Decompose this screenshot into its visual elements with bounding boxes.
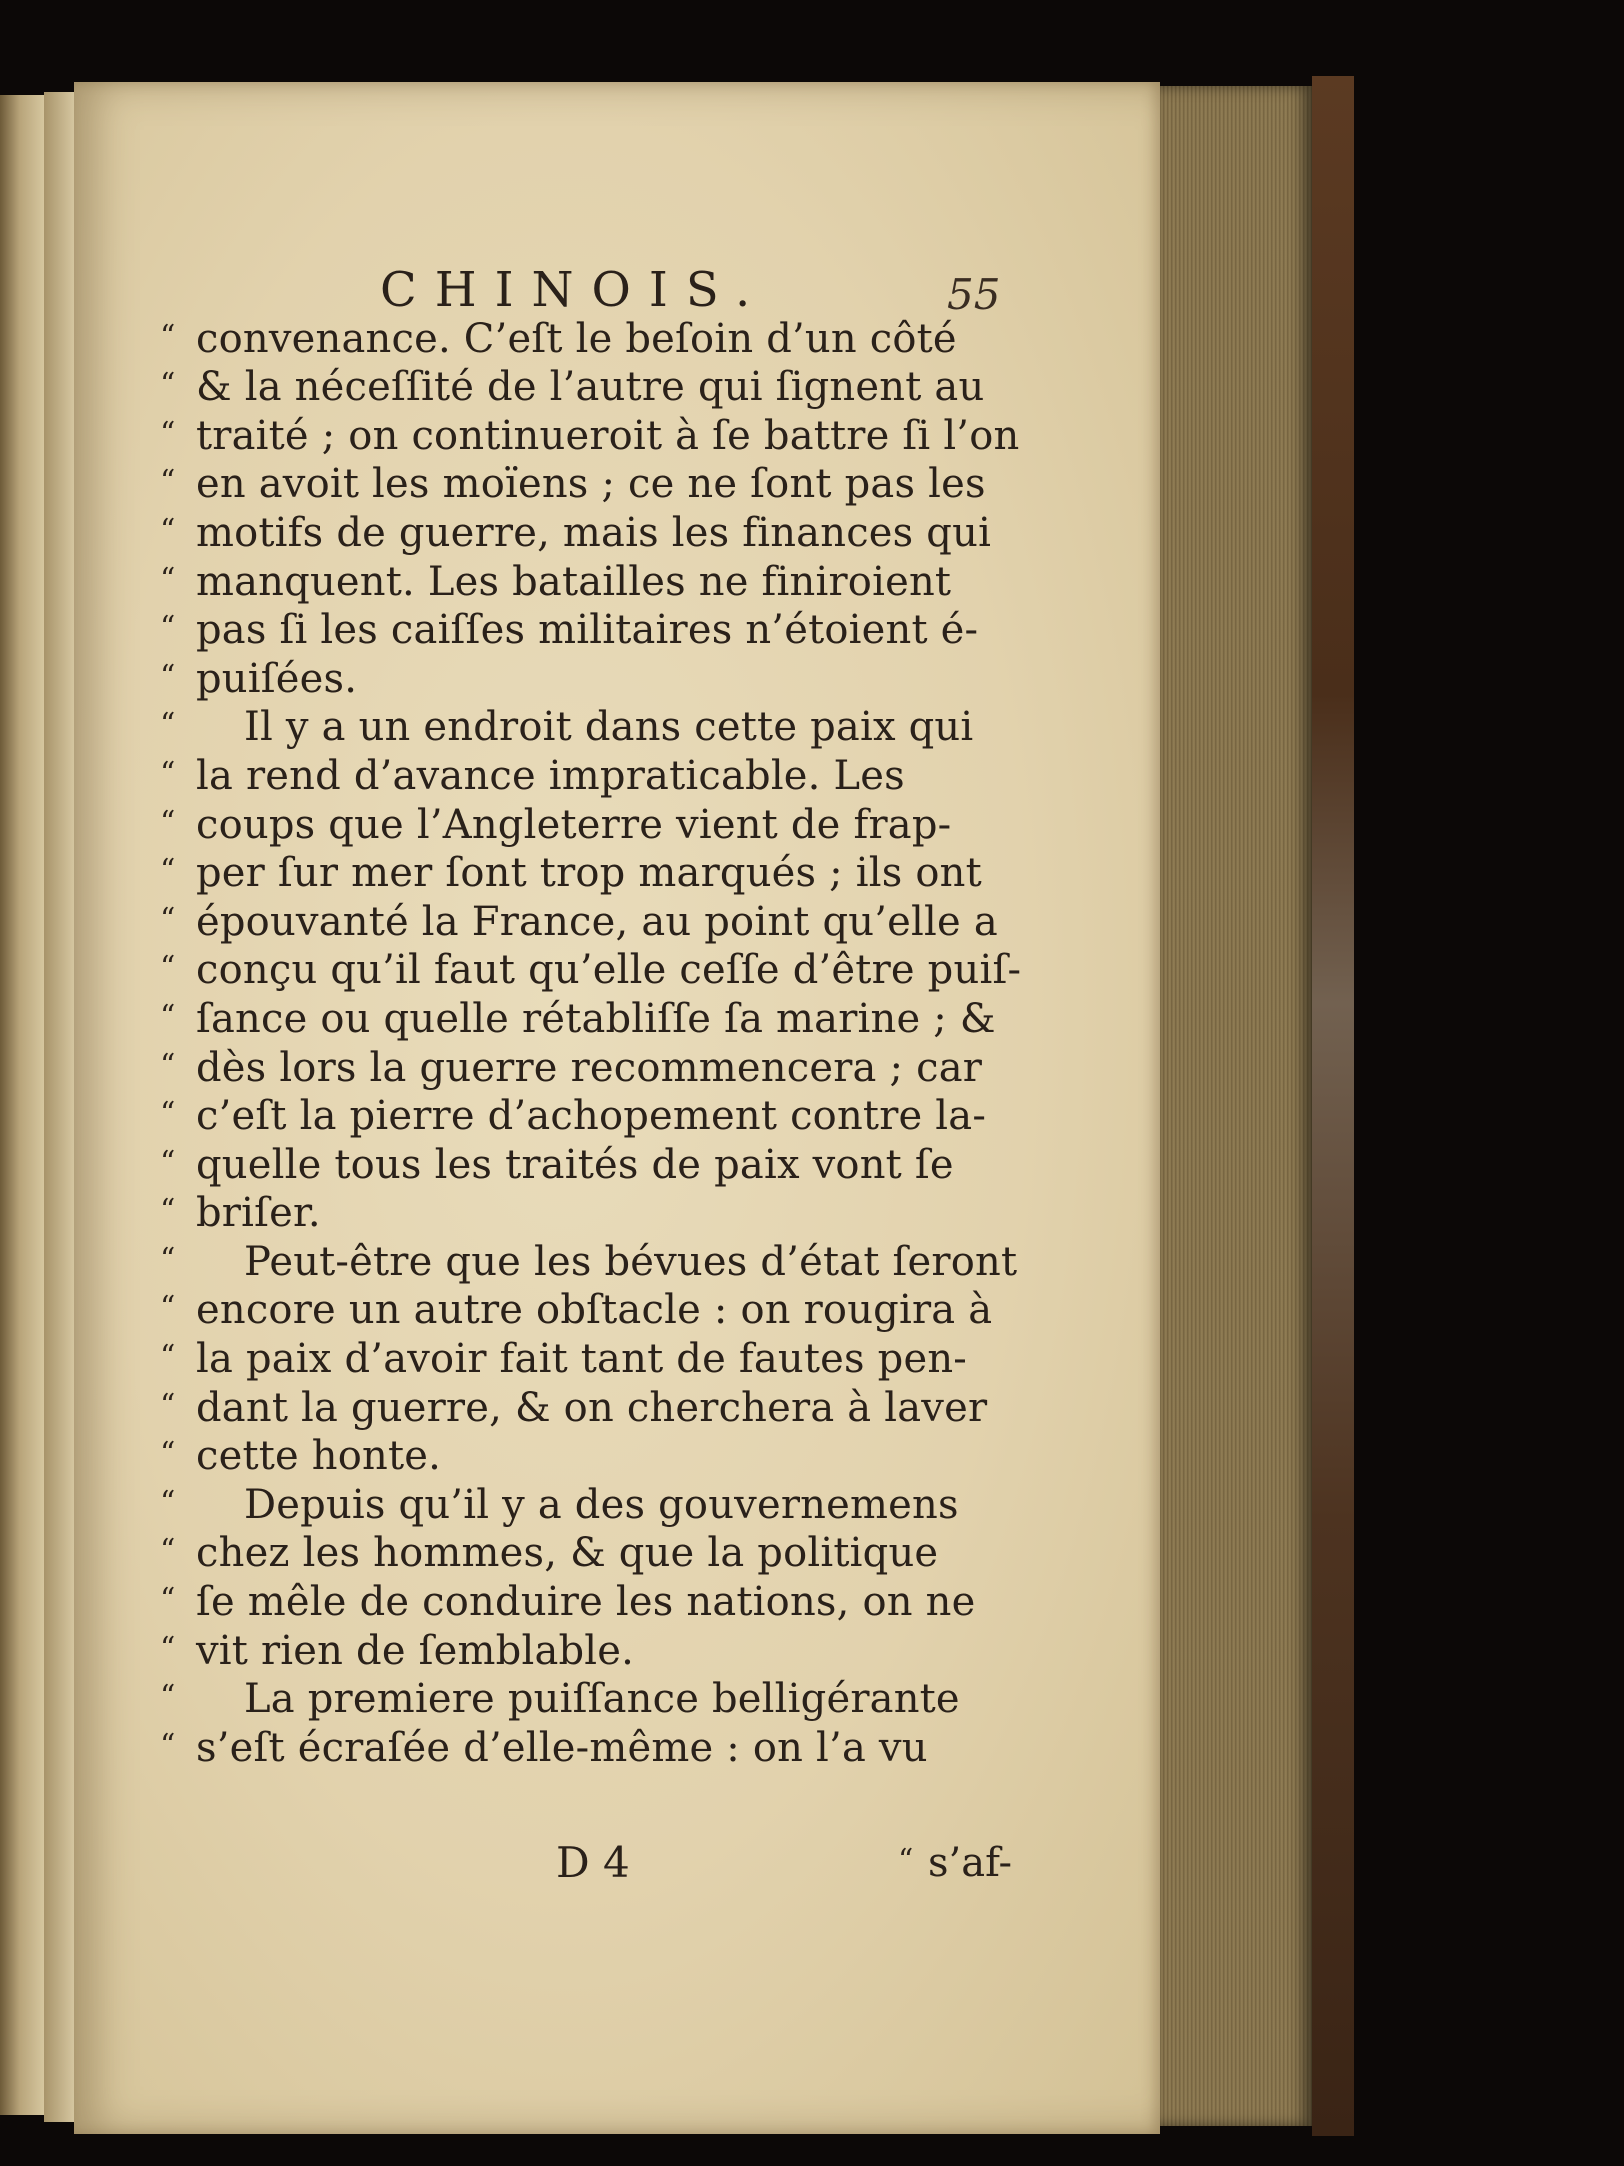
quote-mark: “ [160,1047,176,1083]
quote-mark: “ [160,1582,176,1618]
text-line [160,1625,1040,1674]
text-line [160,750,1040,799]
quote-mark: “ [160,1533,176,1569]
quote-mark: “ [160,1727,176,1763]
line-text: La premiere puiſſance belligérante [244,1676,960,1723]
line-text: motifs de guerre, mais les finances qui [196,509,992,556]
text-line [160,896,1040,945]
line-text: cette honte. [196,1433,442,1480]
quote-mark: “ [160,1436,176,1472]
line-text: dès lors la guerre recommencera ; car [196,1044,983,1091]
line-text: Il y a un endroit dans cette paix qui [244,704,974,751]
quote-mark: “ [160,1339,176,1375]
left-page-edge [0,95,44,2115]
text-line [160,604,1040,653]
line-text: Depuis qu’il y a des gouvernemens [244,1481,959,1528]
quote-mark: “ [160,755,176,791]
line-text: Peut-être que les bévues d’état ſeront [244,1238,1018,1285]
running-head: CHINOIS. [380,262,769,318]
quote-mark: “ [160,610,176,646]
line-text: dant la guerre, & on cherchera à laver [196,1384,988,1431]
quote-mark: “ [160,1484,176,1520]
quote-mark: “ [160,318,176,354]
line-text: en avoit les moïens ; ce ne ſont pas les [196,461,986,508]
page-number: 55 [947,270,1001,319]
quote-mark: “ [160,950,176,986]
text-line [160,507,1040,556]
line-text: per ſur mer ſont trop marqués ; ils ont [196,850,982,897]
text-line [160,701,1040,750]
head-spacer [160,264,1040,313]
book-cover-edge [1312,76,1354,2136]
text-line [160,993,1040,1042]
line-text: pas ſi les caiſſes militaires n’étoient é- [196,607,979,654]
quote-mark: “ [160,512,176,548]
line-text: & la néceſſité de l’autre qui ſignent au [196,364,985,411]
text-line [160,1042,1040,1091]
quote-mark: “ [160,853,176,889]
line-text: encore un autre obſtacle : on rougira à [196,1287,993,1334]
text-line [160,1090,1040,1139]
body-text [160,264,1040,1770]
quote-mark: “ [160,804,176,840]
catchword [898,1840,1012,1886]
quote-mark: “ [160,1290,176,1326]
text-line [160,799,1040,848]
quote-mark: “ [160,464,176,500]
text-line [160,1382,1040,1431]
line-text: puiſées. [196,655,358,702]
line-text: ſe mêle de conduire les nations, on ne [196,1579,976,1626]
quote-mark: “ [160,561,176,597]
signature-mark: D 4 [556,1838,630,1887]
text-line [160,1527,1040,1576]
text-line [160,410,1040,459]
text-line [160,313,1040,362]
text-line [160,1139,1040,1188]
text-line [160,1576,1040,1625]
line-text: traité ; on continueroit à ſe battre ſi l’on [196,412,1020,459]
line-text: vit rien de ſemblable. [196,1627,635,1674]
quote-mark: “ [160,1144,176,1180]
line-text: quelle tous les traités de paix vont ſe [196,1141,954,1188]
quote-mark: “ [160,1096,176,1132]
quote-mark: “ [160,1241,176,1277]
text-line [160,944,1040,993]
quote-mark: “ [160,415,176,451]
quote-mark: “ [160,1193,176,1229]
line-text: la paix d’avoir fait tant de fautes pen- [196,1336,968,1383]
text-line [160,1479,1040,1528]
line-text: manquent. Les batailles ne finiroient [196,558,952,605]
text-line [160,1187,1040,1236]
line-text: s’eſt écraſée d’elle-même : on l’a vu [196,1724,928,1771]
line-text: épouvanté la France, au point qu’elle a [196,898,998,945]
quote-mark: “ [160,901,176,937]
quote-mark: “ [160,707,176,743]
quote-mark: “ [160,367,176,403]
quote-mark: “ [160,998,176,1034]
page-fore-edge [1160,86,1312,2126]
quote-mark: “ [898,1843,914,1878]
text-line [160,556,1040,605]
text-line [160,1236,1040,1285]
quote-mark: “ [160,1679,176,1715]
text-line [160,1722,1040,1771]
text-line [160,1430,1040,1479]
quote-mark: “ [160,1387,176,1423]
line-text: ſance ou quelle rétabliſſe ſa marine ; & [196,995,996,1042]
text-line [160,458,1040,507]
quote-mark: “ [160,658,176,694]
catchword-text: s’af- [928,1840,1012,1886]
line-text: c’eſt la pierre d’achopement contre la- [196,1093,987,1140]
line-text: conçu qu’il faut qu’elle ceſſe d’être puiſ- [196,947,1022,994]
book-gutter [44,92,74,2122]
text-line [160,653,1040,702]
text-line [160,1284,1040,1333]
text-line [160,1333,1040,1382]
line-text: briſer. [196,1190,321,1237]
line-text: convenance. C’eſt le beſoin d’un côté [196,315,957,362]
text-line [160,1673,1040,1722]
line-text: la rend d’avance impraticable. Les [196,752,905,799]
line-text: chez les hommes, & que la politique [196,1530,939,1577]
text-line [160,361,1040,410]
line-text: coups que l’Angleterre vient de frap- [196,801,952,848]
quote-mark: “ [160,1630,176,1666]
text-line [160,847,1040,896]
